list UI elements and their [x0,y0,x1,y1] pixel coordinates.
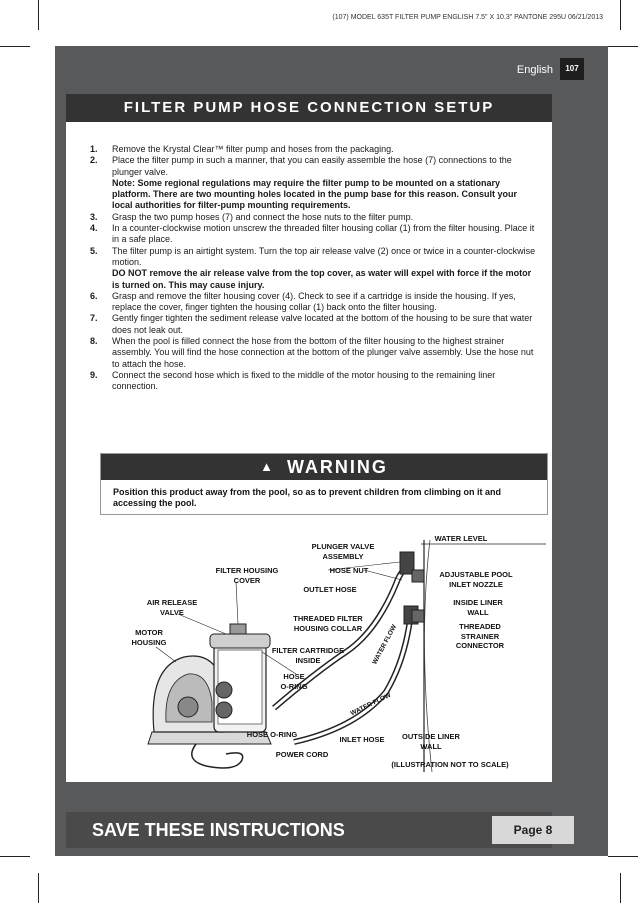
instruction-list [90,144,540,393]
warning-icon: ▲ [260,459,275,474]
label-filter-cartridge [268,646,348,665]
label-threaded-strainer-text: THREADED STRAINER CONNECTOR [455,622,505,650]
step-number: 3. [90,211,98,222]
crop-mark [0,46,30,47]
label-hose-oring-2: HOSE O-RING [246,730,298,739]
step-number: 4. [90,223,98,234]
step-number: 1. [90,144,98,154]
label-inlet-hose: INLET HOSE [339,735,385,744]
instruction-step [90,212,540,223]
step-text: Grasp the two pump hoses (7) and connect the hose nuts to the filter pump. [112,211,414,222]
label-water-flow-1: WATER FLOW [371,623,399,666]
label-hose-oring [274,672,314,691]
label-air-release-text: AIR RELEASE VALVE [146,598,198,617]
instruction-step [90,291,540,314]
step-note: Note: Some regional regulations may require the filter pump to be mounted on a stationary platform. There are two mounting holes located in the pump base for this reason. Consult your local authorities for filter-pump mounting requirements. [112,177,518,211]
label-threaded-strainer [450,622,510,651]
print-info: (107) MODEL 635T FILTER PUMP ENGLISH 7.5" X 10.3" PANTONE 295U 06/21/2013 [332,14,603,21]
label-filter-housing-cover [212,566,282,585]
label-water-level: WATER LEVEL [434,534,488,543]
crop-mark [620,873,621,903]
step-number: 6. [90,290,98,301]
step-text: Place the filter pump in such a manner, that you can easily assemble the hose (7) connections to the plunger valve. [112,155,512,177]
footer-page-number: Page 8 [492,816,574,844]
page-code-badge: 107 [560,58,584,80]
crop-mark [38,873,39,903]
label-adjustable-inlet-text: ADJUSTABLE POOL INLET NOZZLE [439,570,513,589]
label-plunger-valve-text: PLUNGER VALVE ASSEMBLY [311,542,375,561]
label-threaded-collar [288,614,368,633]
instruction-step [90,370,540,393]
label-inside-liner-text: INSIDE LINER WALL [453,598,503,617]
step-text: Remove the Krystal Clear™ filter pump and hoses from the packaging. [112,144,394,154]
label-plunger-valve [308,542,378,561]
page-title: FILTER PUMP HOSE CONNECTION SETUP [66,94,552,122]
crop-mark [620,0,621,30]
instruction-step [90,144,540,155]
instruction-step [90,336,540,370]
step-number: 5. [90,245,98,256]
instruction-step [90,313,540,336]
crop-mark [608,46,638,47]
step-text: In a counter-clockwise motion unscrew the threaded filter housing collar (1) from the filter housing. Place it in a safe place. [112,223,535,245]
step-text: Gently finger tighten the sediment release valve located at the bottom of the housing to be sure that water does not leak out. [112,313,533,335]
step-text: Grasp and remove the filter housing cover (4). Check to see if a cartridge is inside the housing. If yes, replace the cover, finger tighten the housing collar (1) back onto the filter housing. [112,290,516,313]
label-hose-oring-text: HOSE O-RING [280,672,308,691]
crop-mark [0,856,30,857]
label-motor-housing [124,628,174,647]
label-threaded-collar-text: THREADED FILTER HOUSING COLLAR [293,614,363,633]
label-motor-housing-text: MOTOR HOUSING [131,628,167,647]
step-number: 2. [90,155,98,166]
footer-save-instructions: SAVE THESE INSTRUCTIONS [92,820,345,840]
warning-heading [101,454,547,480]
instruction-step [90,155,540,211]
step-number: 8. [90,336,98,347]
label-adjustable-inlet [436,570,516,589]
label-power-cord: POWER CORD [275,750,329,759]
step-number: 7. [90,313,98,324]
warning-box [100,453,548,515]
label-hose-nut: HOSE NUT [329,566,369,575]
label-filter-cartridge-text: FILTER CARTRIDGE INSIDE [271,646,345,665]
step-note: DO NOT remove the air release valve from the top cover, as water will expel with force if the motor is turned on. This may cause injury. [112,268,532,290]
label-outside-liner-text: OUTSIDE LINER WALL [402,732,460,751]
label-filter-housing-cover-text: FILTER HOUSING COVER [215,566,279,585]
warning-title: WARNING [286,457,388,477]
label-water-flow-2: WATER FLOW [349,691,393,718]
label-outside-liner [396,732,466,751]
content-panel [66,122,552,782]
label-inside-liner [448,598,508,617]
hose-connection-diagram [66,522,552,782]
label-air-release [142,598,202,617]
step-text: Connect the second hose which is fixed to the middle of the motor housing to the remaining liner connection. [112,369,496,392]
label-not-to-scale: (ILLUSTRATION NOT TO SCALE) [391,760,509,769]
warning-text: Position this product away from the pool, so as to prevent children from climbing on it and accessing the pool. [113,487,502,508]
instruction-step [90,246,540,291]
instruction-step [90,223,540,246]
step-text: When the pool is filled connect the hose from the bottom of the filter housing to the highest strainer assembly. You will find the hose connection at the bottom of the plunger valve assembly. Use the hose nut to attach the hose. [112,336,534,369]
crop-mark [608,856,638,857]
label-outlet-hose: OUTLET HOSE [303,585,357,594]
step-number: 9. [90,369,98,380]
language-label: English [516,64,553,76]
step-text: The filter pump is an airtight system. Turn the top air release valve (2) once or twice in a counter-clockwise motion. [112,245,536,267]
